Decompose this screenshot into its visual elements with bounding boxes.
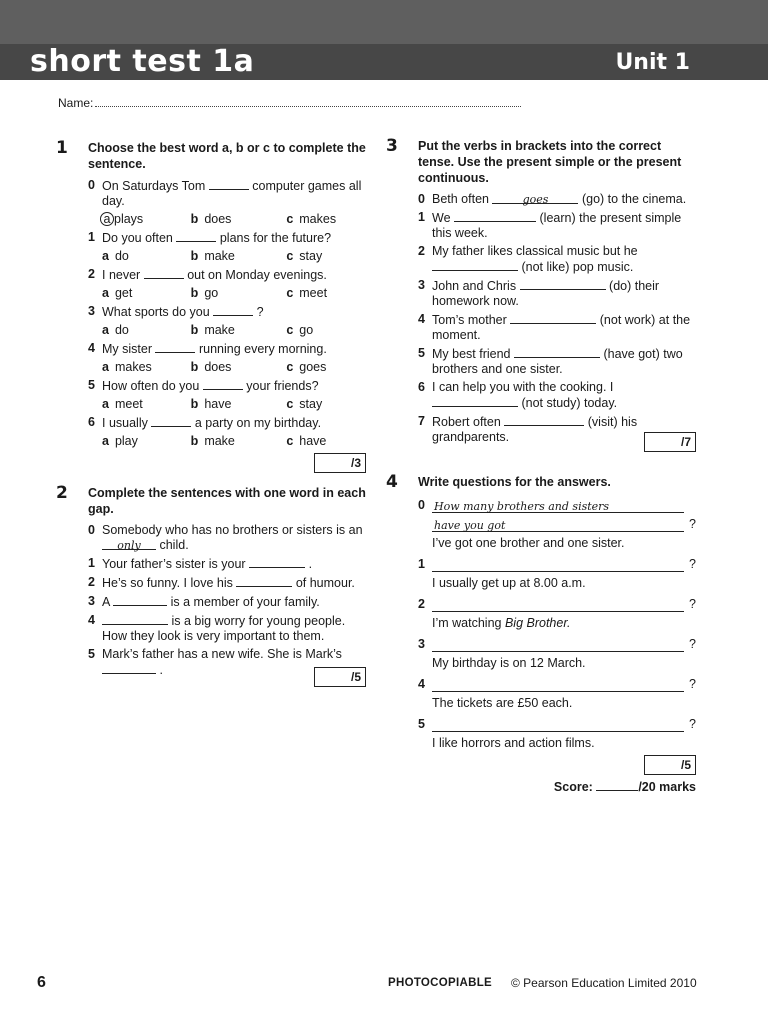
question-item [418,210,696,241]
option-b[interactable]: b does [190,360,232,374]
name-dotted-line[interactable] [95,96,521,107]
question-item [88,575,366,591]
question-item [418,380,696,411]
answer-blank[interactable] [155,341,195,353]
question-number: 0 [418,192,425,206]
question-item: 3 ? My birthday is on 12 March. [418,637,696,670]
answer-blank[interactable]: only [102,538,156,550]
options-row [102,212,366,227]
question-text: My best friend (have got) two brothers and one sister. [432,347,683,376]
option-b[interactable]: b make [190,323,235,337]
question-text: I usually a party on my birthday. [102,416,322,430]
question-item: 2 ? I’m watching Big Brother. [418,597,696,630]
question-number: 5 [88,378,95,392]
answer-blank[interactable] [432,678,684,692]
question-number: 5 [418,346,425,360]
question-text: On Saturdays Tom computer games all day. [102,179,362,208]
option-c[interactable]: c have [286,434,327,448]
page-title: short test 1a [30,44,255,79]
question-item [418,346,696,377]
circled-answer-icon: a [100,212,114,226]
question-text: I can help you with the cooking. I (not study) today. [432,380,618,410]
question-text: I never out on Monday evenings. [102,268,327,282]
answer-blank[interactable] [102,662,156,674]
copyright: © Pearson Education Limited 2010 [511,976,697,990]
question-number: 3 [418,637,425,651]
question-text: Your father’s sister is your . [102,557,313,571]
section-score-box[interactable]: /5 [314,667,366,687]
question-number: 0 [418,498,425,512]
question-item [88,341,366,357]
options-row [102,249,366,264]
section-4 [386,474,696,794]
answer-blank[interactable] [432,598,684,612]
question-number: 5 [88,647,95,661]
answer-blank[interactable] [514,346,600,358]
section-2 [56,485,366,687]
question-number: 2 [418,244,425,258]
section-1 [56,140,366,473]
section-instruction: Choose the best word a, b or c to complete the sentence. [88,141,366,171]
options-row [102,360,366,375]
question-number: 4 [88,613,95,627]
answer-blank[interactable] [236,575,292,587]
options-row [102,286,366,301]
question-list [418,192,696,445]
header-band [0,0,768,44]
question-number: 2 [418,597,425,611]
unit-label: Unit 1 [615,50,690,75]
question-item: 1 ? I usually get up at 8.00 a.m. [418,557,696,590]
question-number: 7 [418,414,425,428]
option-c[interactable]: c meet [286,286,328,300]
answer-blank[interactable]: have you got [432,518,684,532]
answer-text: I usually get up at 8.00 a.m. [432,576,586,590]
question-text: How often do you your friends? [102,379,319,393]
option-c[interactable]: c go [286,323,314,337]
question-item [88,594,366,610]
question-list [418,498,696,751]
question-item [88,415,366,431]
answer-blank[interactable] [432,259,518,271]
question-number: 3 [88,304,95,318]
section-number: 2 [56,483,68,503]
question-text: Robert often (visit) his grandparents. [432,415,638,444]
answer-blank[interactable] [102,613,168,625]
question-number: 1 [88,556,95,570]
question-text: Mark’s father has a new wife. She is Mark’s . [102,647,342,677]
answer-blank[interactable] [454,210,536,222]
question-number: 2 [88,575,95,589]
question-number: 3 [88,594,95,608]
answer-blank[interactable] [151,415,191,427]
question-text: Somebody who has no brothers or sisters is an only child. [102,523,363,552]
question-number: 1 [418,557,425,571]
question-number: 2 [88,267,95,281]
question-text: Tom’s mother (not work) at the moment. [432,313,691,342]
question-text: Beth often goes (go) to the cinema. [432,192,687,206]
option-a[interactable]: a do [102,249,129,263]
example-item [418,192,696,207]
option-a[interactable]: a do [102,323,129,337]
question-number: 0 [88,178,95,192]
question-text: Do you often plans for the future? [102,231,332,245]
answer-text: I like horrors and action films. [432,736,595,750]
photocopiable-label: PHOTOCOPIABLE [388,977,493,989]
question-item [88,304,366,320]
answer-blank[interactable] [432,638,684,652]
question-number: 1 [418,210,425,224]
question-item [418,244,696,275]
question-number: 4 [418,677,425,691]
question-number: 5 [418,717,425,731]
section-instruction: Put the verbs in brackets into the correct tense. Use the present simple or the present continuous. [418,139,682,185]
question-text: He’s so funny. I love his of humour. [102,576,355,590]
question-list [88,523,366,678]
question-number: 4 [418,312,425,326]
question-number: 0 [88,523,95,537]
right-column [386,138,696,794]
option-a[interactable]: a get [102,286,133,300]
option-a[interactable]: a plays [102,212,191,227]
answer-blank[interactable] [249,556,305,568]
question-item: 5 ? I like horrors and action films. [418,717,696,750]
question-text: We (learn) the present simple this week. [432,211,682,240]
question-item [88,613,366,644]
question-item [88,378,366,394]
question-text: What sports do you ? [102,305,264,319]
answer-blank[interactable]: goes [492,192,578,204]
name-field[interactable] [58,96,521,110]
answer-blank[interactable] [510,312,596,324]
question-number: 4 [88,341,95,355]
option-b[interactable]: b make [190,249,235,263]
section-score-box[interactable]: /5 [644,755,696,775]
section-3 [386,138,696,452]
option-a[interactable]: a makes [102,360,152,374]
answer-blank[interactable]: How many brothers and sisters [432,499,684,513]
option-b[interactable]: b go [190,286,219,300]
example-item: 0 How many brothers and sisters have you got ? I’ve got one brother and one sister. [418,498,696,550]
answer-blank[interactable] [432,718,684,732]
answer-blank[interactable] [176,230,216,242]
answer-blank[interactable] [432,558,684,572]
score-blank[interactable] [596,779,638,791]
question-number: 6 [88,415,95,429]
answer-blank[interactable] [144,267,184,279]
answer-blank[interactable] [432,395,518,407]
options-row [102,434,366,449]
section-instruction: Write questions for the answers. [418,475,611,489]
question-number: 3 [418,278,425,292]
answer-blank[interactable] [504,414,584,426]
answer-blank[interactable] [113,594,167,606]
answer-blank[interactable] [209,178,249,190]
page-number: 6 [37,974,46,991]
section-score-box[interactable]: /3 [314,453,366,473]
answer-text: My birthday is on 12 March. [432,656,586,670]
option-c[interactable]: c stay [286,249,323,263]
options-row [102,397,366,412]
question-text: A is a member of your family. [102,595,320,609]
question-text: My sister running every morning. [102,342,327,356]
option-b[interactable]: b does [190,212,232,226]
question-text: is a big worry for young people. How they look is very important to them. [102,614,346,643]
question-item [88,178,366,209]
question-item [418,312,696,343]
answer-blank[interactable] [213,304,253,316]
section-instruction: Complete the sentences with one word in each gap. [88,486,366,516]
answer-text: I’ve got one brother and one sister. [432,536,625,550]
options-row [102,323,366,338]
question-list [88,178,366,449]
name-label: Name: [58,96,94,110]
question-text: My father likes classical music but he (not like) pop music. [432,244,638,274]
question-item: 4 ? The tickets are £50 each. [418,677,696,710]
section-number: 4 [386,472,398,492]
score-label: Score: [553,780,593,794]
option-a[interactable]: a play [102,434,138,448]
option-b[interactable]: b have [190,397,232,411]
total-score [386,779,696,794]
question-item [418,278,696,309]
question-number: 6 [418,380,425,394]
section-number: 1 [56,138,68,158]
left-column [56,140,366,687]
example-item [88,523,366,553]
option-c[interactable]: c goes [286,360,327,374]
score-total: /20 marks [638,780,696,794]
question-text: John and Chris (do) their homework now. [432,279,660,308]
section-score-box[interactable]: /7 [644,432,696,452]
option-c[interactable]: c stay [286,397,323,411]
answer-text: The tickets are £50 each. [432,696,573,710]
question-item [88,556,366,572]
question-item [88,267,366,283]
option-a[interactable]: a meet [102,397,143,411]
answer-blank[interactable] [203,378,243,390]
answer-text: I’m watching Big Brother. [432,616,571,630]
answer-blank[interactable] [520,278,606,290]
question-number: 1 [88,230,95,244]
option-b[interactable]: b make [190,434,235,448]
option-c[interactable]: c makes [286,212,337,226]
section-number: 3 [386,136,398,156]
question-item [88,230,366,246]
